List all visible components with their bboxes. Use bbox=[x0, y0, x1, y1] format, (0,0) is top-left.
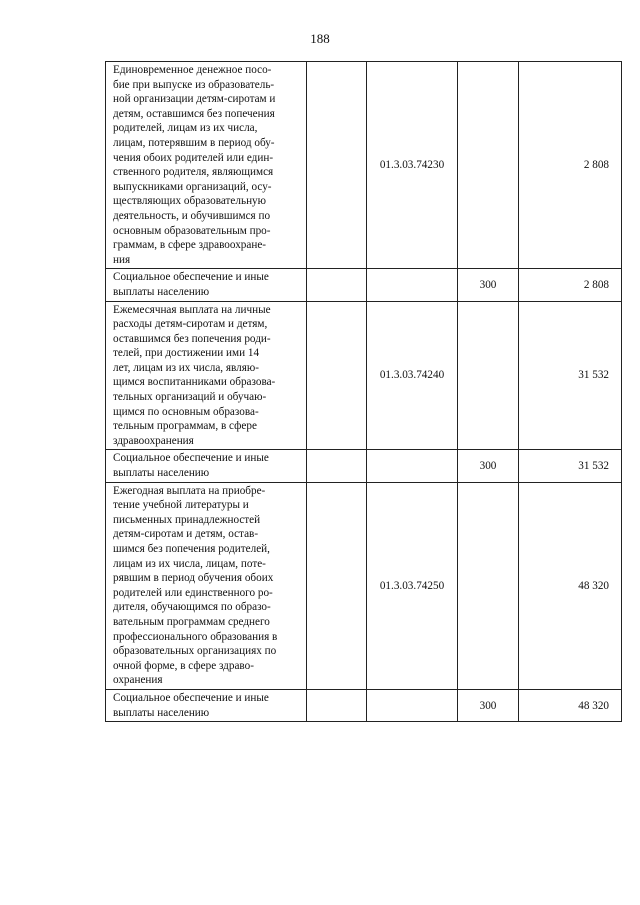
expense-name-line: Единовременное денежное посо- bbox=[113, 64, 272, 76]
expense-name-line: расходы детям-сиротам и детям, bbox=[113, 318, 268, 331]
budget-table bbox=[105, 61, 622, 722]
expense-name-line: тельным программам, в сфере bbox=[113, 420, 257, 433]
expense-type-cell bbox=[458, 482, 519, 689]
expense-type-cell: 300 bbox=[458, 450, 519, 482]
expense-name-cell bbox=[106, 269, 307, 301]
expense-name-line: выпускниками организаций, осу- bbox=[113, 180, 272, 193]
expense-name-cell bbox=[106, 689, 307, 721]
amount-cell: 31 532 bbox=[519, 301, 622, 450]
amount-cell: 48 320 bbox=[519, 689, 622, 721]
target-code-cell: 01.3.03.74250 bbox=[367, 482, 458, 689]
expense-name-cell bbox=[106, 482, 307, 689]
expense-name-line: бие при выпуске из образователь- bbox=[113, 78, 275, 91]
expense-name-line: детям-сиротам и детям, остав- bbox=[113, 528, 259, 541]
expense-name-line: оставшимся без попечения роди- bbox=[113, 332, 271, 345]
expense-name-line: охранения bbox=[113, 674, 163, 687]
expense-name-line: вательным программам среднего bbox=[113, 615, 270, 628]
table-row bbox=[106, 482, 622, 689]
expense-name-line: тение учебной литературы и bbox=[113, 499, 249, 512]
empty-cell bbox=[307, 689, 367, 721]
target-code-cell bbox=[367, 269, 458, 301]
expense-name-line: деятельность, и обучившимся по bbox=[113, 209, 271, 222]
expense-name-line: Ежемесячная выплата на личные bbox=[113, 303, 271, 316]
expense-name-line: шимся без попечения родителей, bbox=[113, 543, 270, 555]
target-code-cell: 01.3.03.74240 bbox=[367, 301, 458, 450]
target-code-cell bbox=[367, 689, 458, 721]
expense-name-cell bbox=[106, 450, 307, 482]
expense-name-line: щимся воспитанниками образова- bbox=[113, 376, 276, 389]
amount-cell: 48 320 bbox=[519, 482, 622, 689]
expense-name-line: Ежегодная выплата на приобре- bbox=[113, 484, 266, 497]
table-row bbox=[106, 301, 622, 450]
expense-name-line: лицам из их числа, лицам, поте- bbox=[113, 557, 266, 570]
expense-name-line: письменных принадлежностей bbox=[113, 513, 261, 526]
expense-name-cell bbox=[106, 62, 307, 269]
empty-cell bbox=[307, 301, 367, 450]
empty-cell bbox=[307, 482, 367, 689]
expense-name-line: Социальное обеспечение и иные bbox=[113, 691, 269, 704]
expense-name-line: выплаты населению bbox=[113, 285, 210, 298]
expense-name-line: лет, лицам из их числа, являю- bbox=[113, 361, 259, 374]
expense-name-line: чения обоих родителей или един- bbox=[113, 151, 274, 164]
expense-name-line: щимся по основным образова- bbox=[113, 405, 259, 418]
expense-name-line: Социальное обеспечение и иные bbox=[113, 452, 269, 465]
amount-cell: 2 808 bbox=[519, 62, 622, 269]
expense-name-line: тельных организаций и обучаю- bbox=[113, 391, 267, 404]
table-row bbox=[106, 62, 622, 269]
expense-type-cell: 300 bbox=[458, 689, 519, 721]
empty-cell bbox=[307, 62, 367, 269]
amount-cell: 2 808 bbox=[519, 269, 622, 301]
expense-name-line: граммам, в сфере здравоохране- bbox=[113, 239, 267, 252]
expense-name-line: основным образовательным про- bbox=[113, 224, 271, 237]
expense-name-line: здравоохранения bbox=[113, 434, 194, 447]
expense-type-cell: 300 bbox=[458, 269, 519, 301]
table-row bbox=[106, 689, 622, 721]
expense-name-line: образовательных организациях по bbox=[113, 645, 277, 658]
expense-name-line: дителя, обучающимся по образо- bbox=[113, 601, 271, 614]
expense-name-line: выплаты населению bbox=[113, 467, 210, 480]
expense-name-line: ной организации детям-сиротам и bbox=[113, 93, 276, 106]
empty-cell bbox=[307, 450, 367, 482]
expense-name-line: родителей или единственного ро- bbox=[113, 586, 273, 599]
page-number: 188 bbox=[310, 31, 330, 46]
empty-cell bbox=[307, 269, 367, 301]
expense-name-line: ния bbox=[113, 253, 131, 266]
expense-name-line: детям, оставшимся без попечения bbox=[113, 107, 275, 120]
expense-type-cell bbox=[458, 301, 519, 450]
expense-name-cell bbox=[106, 301, 307, 450]
expense-name-line: родителей, лицам из их числа, bbox=[113, 122, 258, 135]
expense-name-line: ществляющих образовательную bbox=[113, 195, 267, 208]
table-row bbox=[106, 269, 622, 301]
expense-name-line: рявшим в период обучения обоих bbox=[113, 572, 274, 585]
expense-name-line: ственного родителя, являющимся bbox=[113, 166, 274, 179]
expense-type-cell bbox=[458, 62, 519, 269]
expense-name-line: Социальное обеспечение и иные bbox=[113, 271, 269, 284]
target-code-cell bbox=[367, 450, 458, 482]
expense-name-line: профессионального образования в bbox=[113, 630, 278, 643]
expense-name-line: очной форме, в сфере здраво- bbox=[113, 659, 254, 672]
table-body bbox=[106, 62, 622, 722]
expense-name-line: телей, при достижении ими 14 bbox=[113, 347, 260, 360]
target-code-cell: 01.3.03.74230 bbox=[367, 62, 458, 269]
amount-cell: 31 532 bbox=[519, 450, 622, 482]
expense-name-line: лицам, потерявшим в период обу- bbox=[113, 136, 275, 149]
table-row bbox=[106, 450, 622, 482]
expense-name-line: выплаты населению bbox=[113, 706, 210, 719]
